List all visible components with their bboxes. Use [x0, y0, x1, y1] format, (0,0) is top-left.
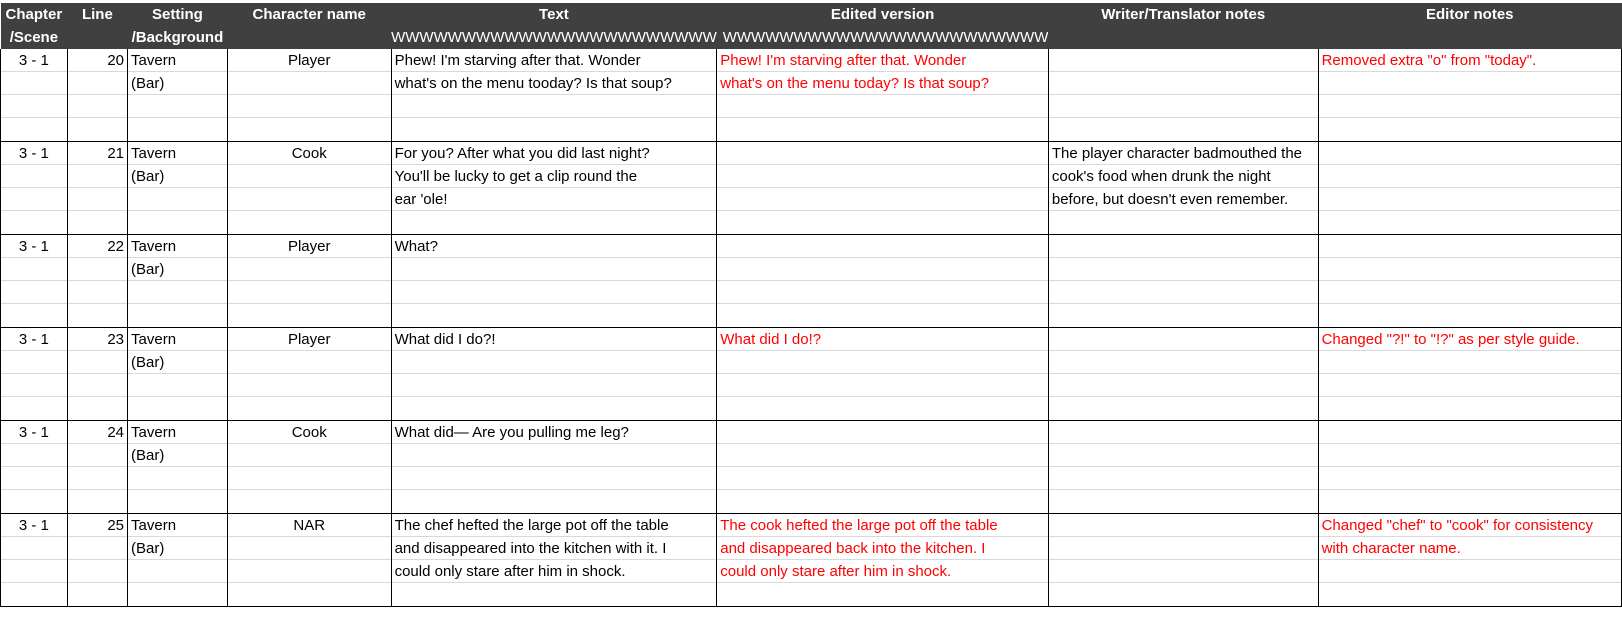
table-row — [1, 421, 1622, 514]
cell-text[interactable] — [391, 142, 717, 235]
cell-text-line: (Bar) — [128, 165, 227, 188]
cell-text-line — [228, 118, 391, 141]
cell-text-line — [68, 560, 127, 583]
cell-character[interactable] — [227, 421, 391, 514]
cell-text-line — [1319, 444, 1621, 467]
cell-text-line — [228, 374, 391, 397]
header-editor-notes-line2 — [1318, 26, 1621, 49]
cell-text-line — [68, 583, 127, 606]
cell-writer-notes[interactable] — [1048, 421, 1318, 514]
cell-editor-notes[interactable] — [1318, 235, 1621, 328]
cell-text-line — [1319, 142, 1621, 165]
cell-text-line — [1319, 397, 1621, 420]
cell-chapter[interactable] — [1, 328, 68, 421]
cell-text-line — [1049, 351, 1318, 374]
cell-text-line — [1049, 281, 1318, 304]
cell-text-line — [68, 72, 127, 95]
cell-text-line — [1049, 72, 1318, 95]
cell-text-line — [392, 374, 717, 397]
header-editor-notes-label: Editor notes — [1426, 6, 1514, 23]
cell-text-line — [128, 583, 227, 606]
cell-text-line: 24 — [68, 421, 127, 444]
cell-text-line — [228, 351, 391, 374]
cell-text-line — [68, 351, 127, 374]
cell-text-line: Phew! I'm starving after that. Wonder — [392, 49, 717, 72]
header-writer-notes-line2 — [1048, 26, 1318, 49]
table-row — [1, 142, 1622, 235]
cell-chapter[interactable] — [1, 142, 68, 235]
cell-text-line — [128, 304, 227, 327]
header-row — [1, 3, 1622, 49]
cell-text-line — [717, 583, 1048, 606]
cell-text-line — [128, 281, 227, 304]
cell-text-line: could only stare after him in shock. — [717, 560, 1048, 583]
cell-text-line — [1, 583, 67, 606]
cell-text-line — [68, 444, 127, 467]
cell-text-line: Changed "chef" to "cook" for consistency — [1319, 514, 1621, 537]
cell-text-line: Player — [228, 235, 391, 258]
cell-text-line — [1049, 583, 1318, 606]
cell-text-line: Tavern — [128, 328, 227, 351]
cell-text-line — [1319, 235, 1621, 258]
cell-writer-notes[interactable] — [1048, 49, 1318, 142]
cell-text-line — [1, 211, 67, 234]
cell-editor-notes[interactable] — [1318, 142, 1621, 235]
cell-text-line — [1319, 490, 1621, 513]
cell-text-line — [68, 374, 127, 397]
cell-text-line: For you? After what you did last night? — [392, 142, 717, 165]
cell-text-line — [1049, 49, 1318, 72]
cell-text[interactable] — [391, 514, 717, 607]
cell-text-line — [1319, 258, 1621, 281]
cell-text-line: and disappeared into the kitchen with it. I — [392, 537, 717, 560]
cell-text-line: 23 — [68, 328, 127, 351]
cell-writer-notes[interactable] — [1048, 514, 1318, 607]
header-chapter[interactable] — [1, 3, 68, 49]
cell-text-line: You'll be lucky to get a clip round the — [392, 165, 717, 188]
cell-text-line — [1319, 351, 1621, 374]
cell-text-line: NAR — [228, 514, 391, 537]
cell-text-line — [128, 374, 227, 397]
cell-edited[interactable] — [717, 514, 1049, 607]
header-chapter-line1: Chapter — [5, 6, 63, 23]
cell-text-line — [1049, 397, 1318, 420]
cell-text-line: Changed "?!" to "!?" as per style guide. — [1319, 328, 1621, 351]
cell-text-line — [717, 304, 1048, 327]
cell-edited[interactable] — [717, 328, 1049, 421]
cell-text-line — [392, 211, 717, 234]
cell-text-line: Cook — [228, 421, 391, 444]
header-line-line2 — [67, 26, 127, 49]
cell-text-line — [68, 397, 127, 420]
cell-text-line — [228, 397, 391, 420]
cell-text-line: 25 — [68, 514, 127, 537]
cell-text-line — [1319, 304, 1621, 327]
cell-text-line: Player — [228, 328, 391, 351]
cell-setting[interactable] — [128, 142, 228, 235]
cell-text-line — [128, 211, 227, 234]
cell-text-line — [68, 281, 127, 304]
cell-text-line: What did— Are you pulling me leg? — [392, 421, 717, 444]
cell-text-line: What did I do!? — [717, 328, 1048, 351]
cell-text-line: (Bar) — [128, 537, 227, 560]
cell-text-line: and disappeared back into the kitchen. I — [717, 537, 1048, 560]
cell-text-line — [68, 490, 127, 513]
cell-text-line — [717, 118, 1048, 141]
header-character[interactable] — [227, 3, 391, 49]
cell-character[interactable] — [227, 235, 391, 328]
cell-text-line — [228, 537, 391, 560]
cell-text-line — [1319, 281, 1621, 304]
cell-text-line: 3 - 1 — [1, 235, 67, 258]
cell-writer-notes[interactable] — [1048, 235, 1318, 328]
cell-text-line — [128, 467, 227, 490]
cell-text-line — [1, 490, 67, 513]
cell-text-line — [717, 188, 1048, 211]
cell-text-line — [1049, 95, 1318, 118]
cell-text-line — [392, 118, 717, 141]
cell-text-line — [717, 235, 1048, 258]
cell-edited[interactable] — [717, 142, 1049, 235]
cell-line[interactable] — [67, 421, 127, 514]
cell-text-line — [228, 444, 391, 467]
cell-text-line — [717, 95, 1048, 118]
cell-text-line — [1, 72, 67, 95]
cell-chapter[interactable] — [1, 514, 68, 607]
cell-text-line — [1049, 211, 1318, 234]
cell-text-line — [1319, 211, 1621, 234]
cell-text-line — [392, 281, 717, 304]
cell-text-line: The player character badmouthed the — [1049, 142, 1318, 165]
cell-text-line — [1, 281, 67, 304]
cell-line[interactable] — [67, 514, 127, 607]
header-edited-width-marker: WWWWWWWWWWWWWWWWWWWWWWW — [722, 29, 1049, 46]
cell-text-line — [392, 444, 717, 467]
cell-chapter[interactable] — [1, 235, 68, 328]
cell-text-line — [1049, 421, 1318, 444]
cell-text-line — [1, 118, 67, 141]
header-writer-notes-label: Writer/Translator notes — [1101, 6, 1266, 23]
cell-text-line — [1049, 514, 1318, 537]
cell-text-line: 3 - 1 — [1, 328, 67, 351]
cell-character[interactable] — [227, 328, 391, 421]
cell-text-line — [1319, 583, 1621, 606]
cell-text-line — [128, 490, 227, 513]
cell-text-line — [392, 304, 717, 327]
cell-text-line: Tavern — [128, 514, 227, 537]
cell-text-line — [68, 118, 127, 141]
cell-text-line — [717, 351, 1048, 374]
cell-text-line — [1, 165, 67, 188]
cell-text-line — [1, 467, 67, 490]
cell-text-line: (Bar) — [128, 258, 227, 281]
cell-text-line — [1, 95, 67, 118]
header-editor-notes[interactable] — [1318, 3, 1621, 49]
cell-writer-notes[interactable] — [1048, 328, 1318, 421]
header-line-label: Line — [81, 6, 113, 23]
header-edited-label: Edited version — [830, 6, 935, 23]
cell-text-line — [228, 72, 391, 95]
cell-text-line — [1049, 304, 1318, 327]
cell-setting[interactable] — [128, 421, 228, 514]
cell-text-line — [1049, 560, 1318, 583]
cell-text-line — [717, 281, 1048, 304]
cell-text-line — [128, 397, 227, 420]
cell-character[interactable] — [227, 142, 391, 235]
cell-text[interactable] — [391, 49, 717, 142]
cell-text-line: Player — [228, 49, 391, 72]
cell-text-line: What? — [392, 235, 717, 258]
cell-text-line — [68, 467, 127, 490]
cell-text-line — [1319, 118, 1621, 141]
cell-text-line — [228, 211, 391, 234]
cell-text-line — [1, 560, 67, 583]
cell-text-line — [1319, 72, 1621, 95]
cell-text-line: 22 — [68, 235, 127, 258]
cell-text-line — [392, 351, 717, 374]
cell-setting[interactable] — [128, 49, 228, 142]
cell-text[interactable] — [391, 235, 717, 328]
cell-text-line — [68, 304, 127, 327]
cell-character[interactable] — [227, 514, 391, 607]
cell-text-line — [1049, 444, 1318, 467]
cell-text-line — [228, 188, 391, 211]
cell-writer-notes[interactable] — [1048, 142, 1318, 235]
header-chapter-line2: /Scene — [9, 29, 59, 46]
cell-text-line — [392, 467, 717, 490]
cell-text-line — [1319, 95, 1621, 118]
cell-text-line — [68, 258, 127, 281]
cell-text-line — [717, 397, 1048, 420]
cell-setting[interactable] — [128, 235, 228, 328]
cell-text-line — [1, 444, 67, 467]
cell-text-line — [717, 490, 1048, 513]
cell-text-line: cook's food when drunk the night — [1049, 165, 1318, 188]
cell-text-line — [1, 351, 67, 374]
table-row — [1, 235, 1622, 328]
cell-line[interactable] — [67, 49, 127, 142]
cell-chapter[interactable] — [1, 421, 68, 514]
cell-text-line — [1049, 118, 1318, 141]
cell-text-line: what's on the menu tooday? Is that soup? — [392, 72, 717, 95]
header-character-label: Character name — [252, 6, 366, 23]
cell-text-line — [228, 281, 391, 304]
cell-text-line — [1, 188, 67, 211]
cell-text-line: 3 - 1 — [1, 49, 67, 72]
cell-text-line — [1, 537, 67, 560]
cell-text-line — [228, 304, 391, 327]
header-setting-line2: /Background — [131, 29, 224, 46]
cell-text-line: Tavern — [128, 142, 227, 165]
cell-text-line: Tavern — [128, 421, 227, 444]
cell-text-line — [717, 421, 1048, 444]
cell-text[interactable] — [391, 328, 717, 421]
cell-text-line — [228, 467, 391, 490]
cell-text-line — [68, 211, 127, 234]
cell-text-line — [228, 258, 391, 281]
header-writer-notes[interactable] — [1048, 3, 1318, 49]
cell-text-line: Tavern — [128, 49, 227, 72]
cell-chapter[interactable] — [1, 49, 68, 142]
cell-text-line: Cook — [228, 142, 391, 165]
cell-text-line: could only stare after him in shock. — [392, 560, 717, 583]
cell-text-line — [128, 560, 227, 583]
header-text-label: Text — [539, 6, 569, 23]
cell-text-line — [1319, 467, 1621, 490]
cell-text-line: 3 - 1 — [1, 142, 67, 165]
cell-text[interactable] — [391, 421, 717, 514]
cell-character[interactable] — [227, 49, 391, 142]
cell-text-line — [1049, 258, 1318, 281]
cell-text-line — [128, 118, 227, 141]
cell-text-line: 20 — [68, 49, 127, 72]
cell-text-line — [1, 304, 67, 327]
header-line[interactable] — [67, 3, 127, 49]
header-setting[interactable] — [128, 3, 228, 49]
cell-text-line: Phew! I'm starving after that. Wonder — [717, 49, 1048, 72]
header-character-line2 — [227, 26, 391, 49]
cell-text-line: Removed extra "o" from "today". — [1319, 49, 1621, 72]
cell-text-line — [717, 142, 1048, 165]
cell-editor-notes[interactable] — [1318, 49, 1621, 142]
cell-text-line — [128, 95, 227, 118]
cell-text-line — [228, 165, 391, 188]
cell-text-line — [717, 165, 1048, 188]
cell-text-line — [1319, 421, 1621, 444]
cell-edited[interactable] — [717, 49, 1049, 142]
cell-text-line — [392, 95, 717, 118]
cell-text-line — [128, 188, 227, 211]
header-text[interactable] — [391, 3, 717, 49]
cell-editor-notes[interactable] — [1318, 328, 1621, 421]
table-row — [1, 328, 1622, 421]
cell-text-line: The chef hefted the large pot off the table — [392, 514, 717, 537]
cell-text-line — [68, 537, 127, 560]
cell-text-line: 3 - 1 — [1, 421, 67, 444]
cell-text-line — [1319, 165, 1621, 188]
cell-text-line — [228, 490, 391, 513]
cell-text-line — [392, 583, 717, 606]
cell-text-line — [1049, 467, 1318, 490]
cell-edited[interactable] — [717, 421, 1049, 514]
header-edited[interactable] — [717, 3, 1049, 49]
cell-text-line — [68, 165, 127, 188]
cell-line[interactable] — [67, 142, 127, 235]
cell-line[interactable] — [67, 328, 127, 421]
cell-text-line: (Bar) — [128, 444, 227, 467]
cell-text-line — [1049, 490, 1318, 513]
cell-text-line — [717, 211, 1048, 234]
cell-text-line — [68, 95, 127, 118]
cell-text-line — [1, 374, 67, 397]
cell-text-line — [1, 397, 67, 420]
cell-setting[interactable] — [128, 514, 228, 607]
cell-text-line — [1319, 560, 1621, 583]
cell-text-line — [228, 583, 391, 606]
cell-text-line: before, but doesn't even remember. — [1049, 188, 1318, 211]
cell-text-line: ear 'ole! — [392, 188, 717, 211]
cell-line[interactable] — [67, 235, 127, 328]
cell-text-line — [392, 490, 717, 513]
cell-text-line — [1049, 537, 1318, 560]
cell-text-line — [717, 467, 1048, 490]
cell-text-line — [228, 560, 391, 583]
cell-text-line — [1049, 374, 1318, 397]
cell-editor-notes[interactable] — [1318, 514, 1621, 607]
cell-text-line — [1049, 328, 1318, 351]
cell-text-line: with character name. — [1319, 537, 1621, 560]
cell-text-line: 3 - 1 — [1, 514, 67, 537]
cell-text-line — [1, 258, 67, 281]
cell-setting[interactable] — [128, 328, 228, 421]
cell-text-line — [717, 374, 1048, 397]
cell-edited[interactable] — [717, 235, 1049, 328]
cell-text-line — [1049, 235, 1318, 258]
cell-text-line: (Bar) — [128, 351, 227, 374]
table-row — [1, 514, 1622, 607]
cell-editor-notes[interactable] — [1318, 421, 1621, 514]
cell-text-line: (Bar) — [128, 72, 227, 95]
cell-text-line: Tavern — [128, 235, 227, 258]
header-setting-line1: Setting — [152, 6, 203, 23]
cell-text-line: what's on the menu today? Is that soup? — [717, 72, 1048, 95]
cell-text-line — [392, 258, 717, 281]
script-spreadsheet — [0, 3, 1622, 607]
cell-text-line: 21 — [68, 142, 127, 165]
cell-text-line — [68, 188, 127, 211]
cell-text-line — [228, 95, 391, 118]
cell-text-line — [717, 444, 1048, 467]
cell-text-line — [1319, 188, 1621, 211]
cell-text-line — [717, 258, 1048, 281]
cell-text-line: What did I do?! — [392, 328, 717, 351]
header-text-width-marker: WWWWWWWWWWWWWWWWWWWWWWW — [391, 29, 717, 46]
cell-text-line — [1319, 374, 1621, 397]
cell-text-line — [392, 397, 717, 420]
cell-text-line: The cook hefted the large pot off the table — [717, 514, 1048, 537]
table-row — [1, 49, 1622, 142]
